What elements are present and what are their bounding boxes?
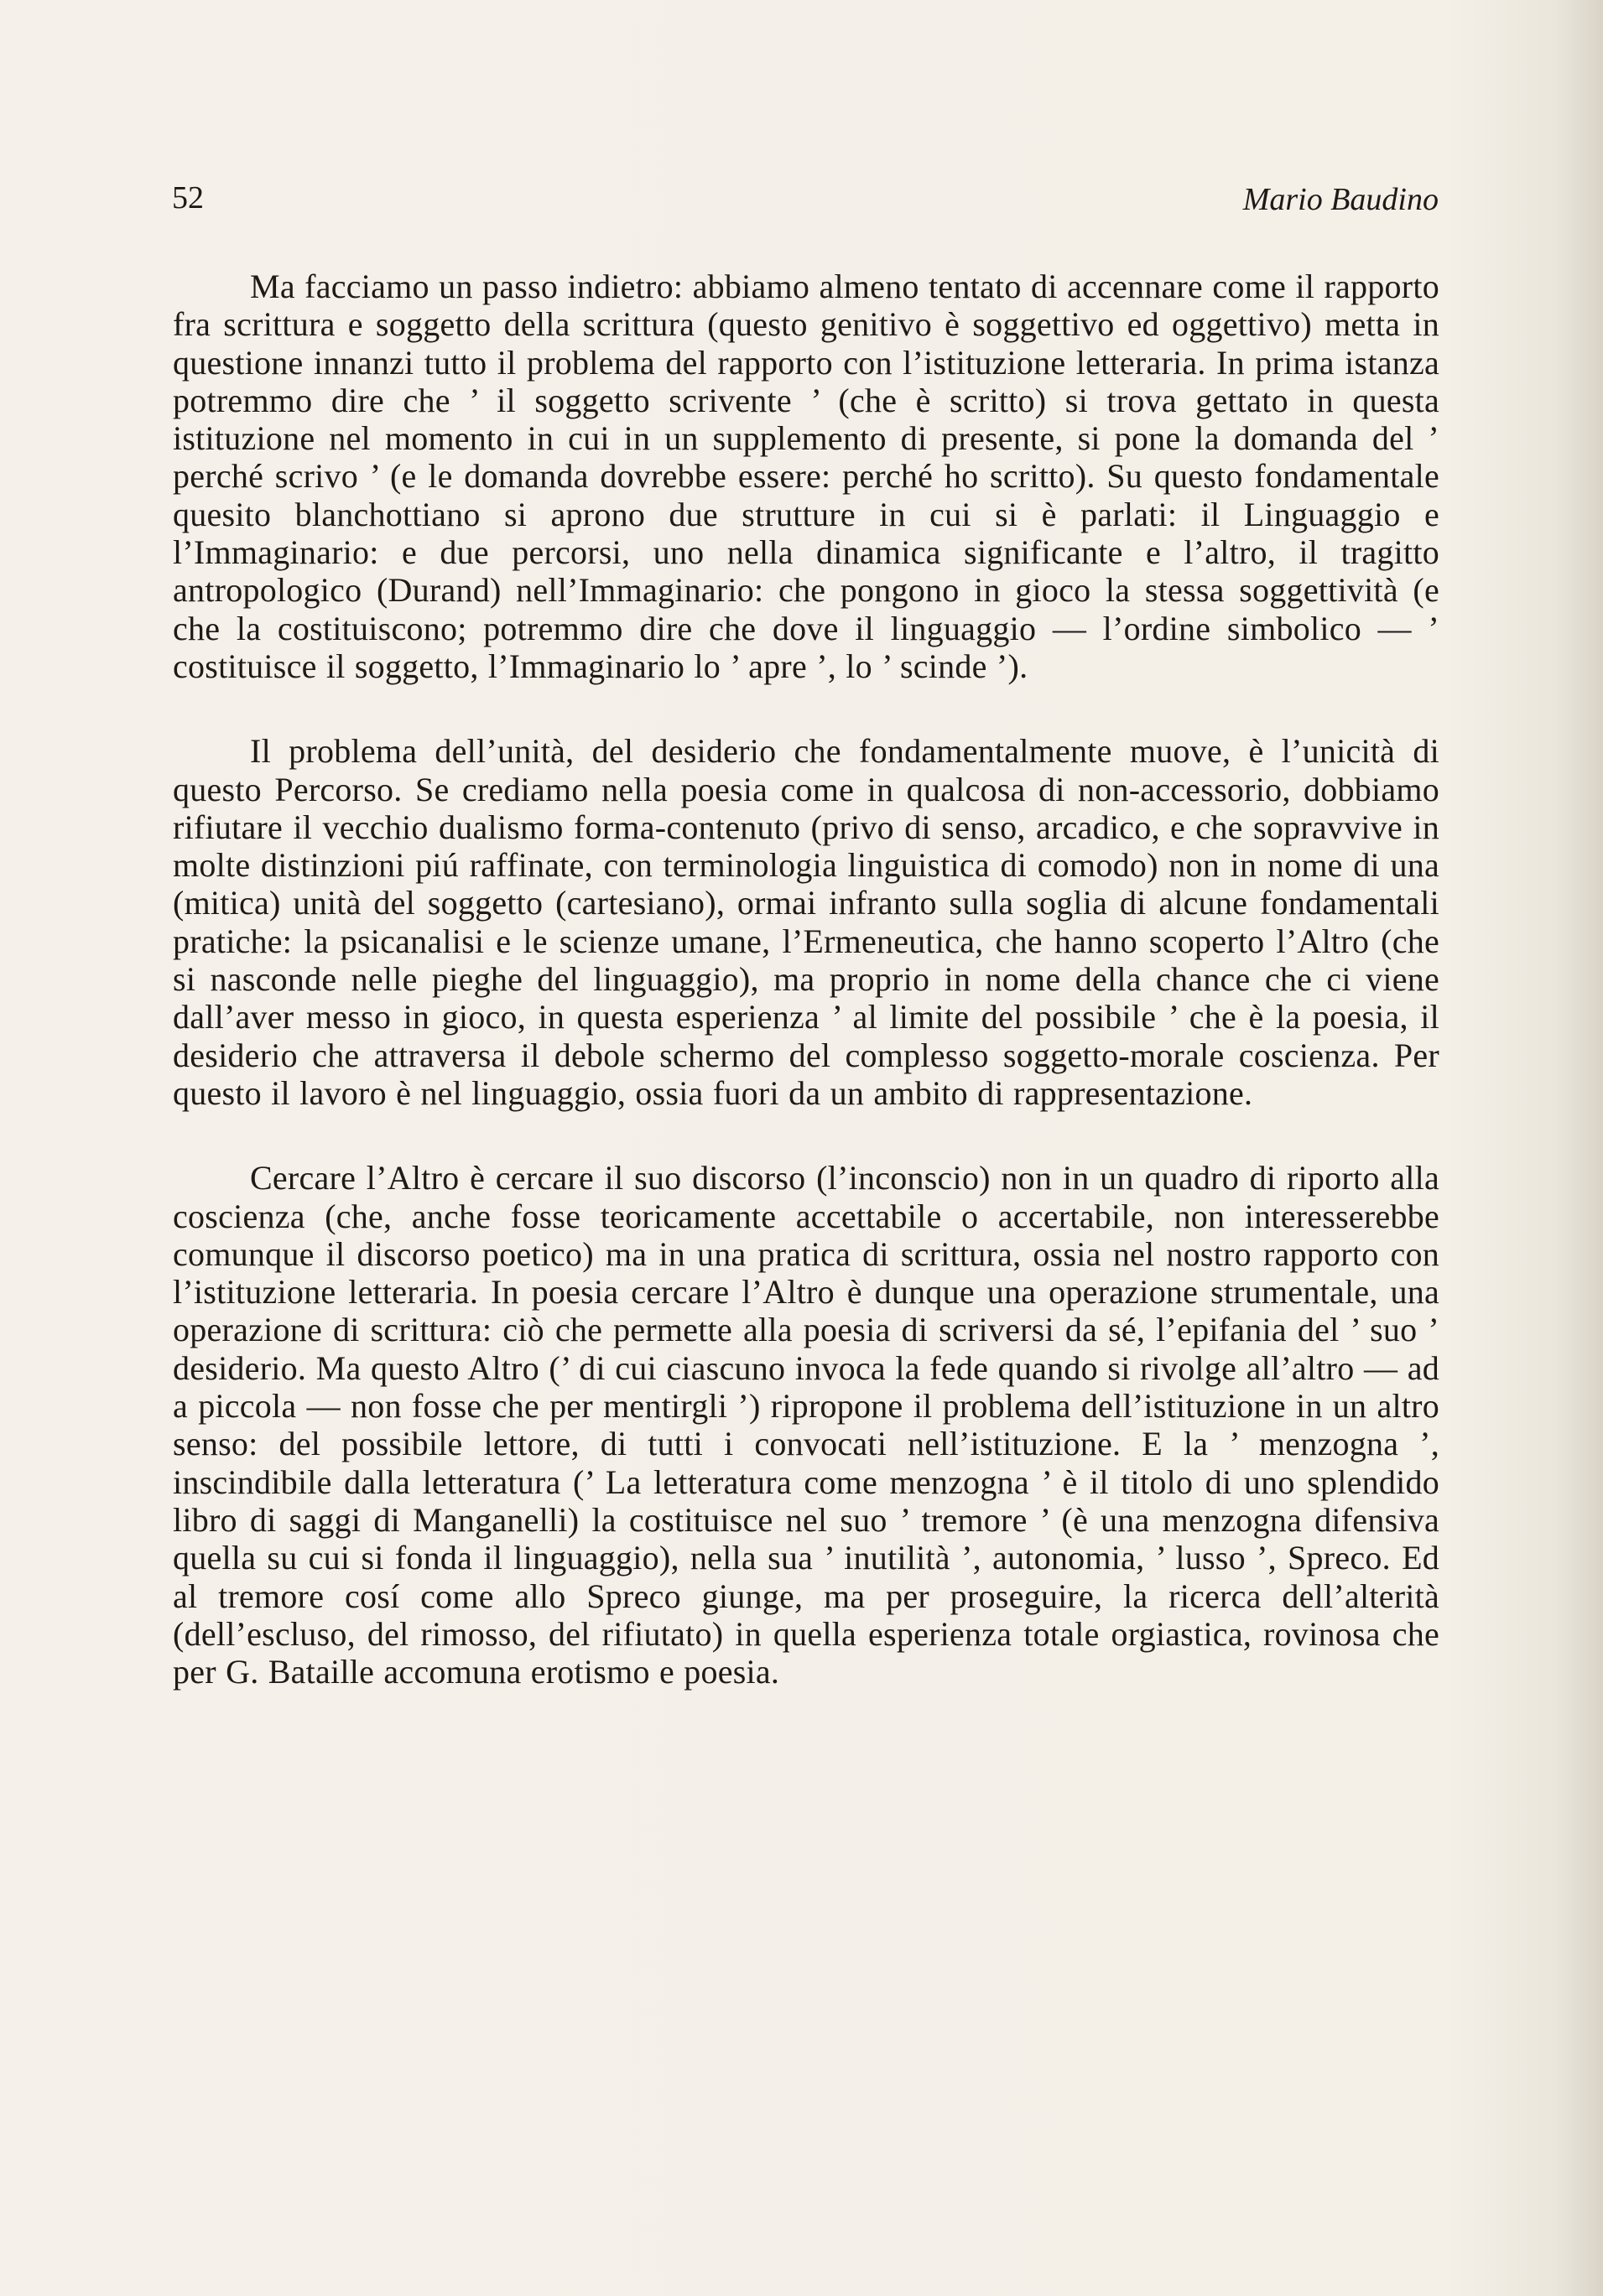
page-number: 52: [172, 180, 204, 216]
paragraph-3: Cercare l’Altro è cercare il suo discorso (l’inconscio) non in un quadro di riporto alla coscienza (che, anche fosse teoricamente accettabile o accertabile, non interesserebbe comunque il discorso poetico) ma in una pratica di scrittura, ossia nel nostro rapporto con l’istituzione letteraria. In poesia cercare l’Altro è dunque una operazione strumentale, una operazione di scrittura: ciò che permette alla poesia di scriversi da sé, l’epifania del ’ suo ’ desiderio. Ma questo Altro (’ di cui ciascuno invoca la fede quando si rivolge all’altro — ad a piccola — non fosse che per mentirgli ’) ripropone il problema dell’istituzione in un altro senso: del possibile lettore, di tutti i convocati nell’istituzione. E la ’ menzogna ’, inscindibile dalla letteratura (’ La letteratura come menzogna ’ è il titolo di uno splendido libro di saggi di Manganelli) la costituisce nel suo ’ tremore ’ (è una menzogna difensiva quella su cui si fonda il linguaggio), nella sua ’ inutilità ’, autonomia, ’ lusso ’, Spreco. Ed al tremore cosí come allo Spreco giunge, ma per proseguire, la ricerca dell’alterità (dell’escluso, del rimosso, del rifiutato) in quella esperienza totale orgiastica, rovinosa che per G. Bataille accomuna erotismo e poesia.: [173, 1159, 1439, 1691]
paragraph-1: Ma facciamo un passo indietro: abbiamo almeno tentato di accennare come il rapporto fra scrittura e soggetto della scrittura (questo genitivo è soggettivo ed oggettivo) metta in questione innanzi tutto il problema del rapporto con l’istituzione letteraria. In prima istanza potremmo dire che ’ il soggetto scrivente ’ (che è scritto) si trova gettato in questa istituzione nel momento in cui in un supplemento di presente, si pone la domanda del ’ perché scrivo ’ (e le domanda dovrebbe essere: perché ho scritto). Su questo fondamentale quesito blanchottiano si aprono due strutture in cui si è parlati: il Linguaggio e l’Immaginario: e due percorsi, uno nella dinamica significante e l’altro, il tragitto antropologico (Durand) nell’Immaginario: che pongono in gioco la stessa soggettività (e che la costituiscono; potremmo dire che dove il linguaggio — l’ordine simbolico — ’ costituisce il soggetto, l’Immaginario lo ’ apre ’, lo ’ scinde ’).: [173, 268, 1439, 685]
body-text: [173, 268, 1439, 1691]
paragraph-2: Il problema dell’unità, del desiderio che fondamentalmente muove, è l’unicità di questo Percorso. Se crediamo nella poesia come in qualcosa di non-accessorio, dobbiamo rifiutare il vecchio dualismo forma-contenuto (privo di senso, arcadico, e che sopravvive in molte distinzioni piú raffinate, con terminologia linguistica di comodo) non in nome di una (mitica) unità del soggetto (cartesiano), ormai infranto sulla soglia di alcune fondamentali pratiche: la psicanalisi e le scienze umane, l’Ermeneutica, che hanno scoperto l’Altro (che si nasconde nelle pieghe del linguaggio), ma proprio in nome della chance che ci viene dall’aver messo in gioco, in questa esperienza ’ al limite del possibile ’ che è la poesia, il desiderio che attraversa il debole schermo del complesso soggetto-morale coscienza. Per questo il lavoro è nel linguaggio, ossia fuori da un ambito di rappresentazione.: [173, 732, 1439, 1112]
running-head-author: Mario Baudino: [1242, 182, 1439, 217]
page-header: [172, 179, 1439, 221]
